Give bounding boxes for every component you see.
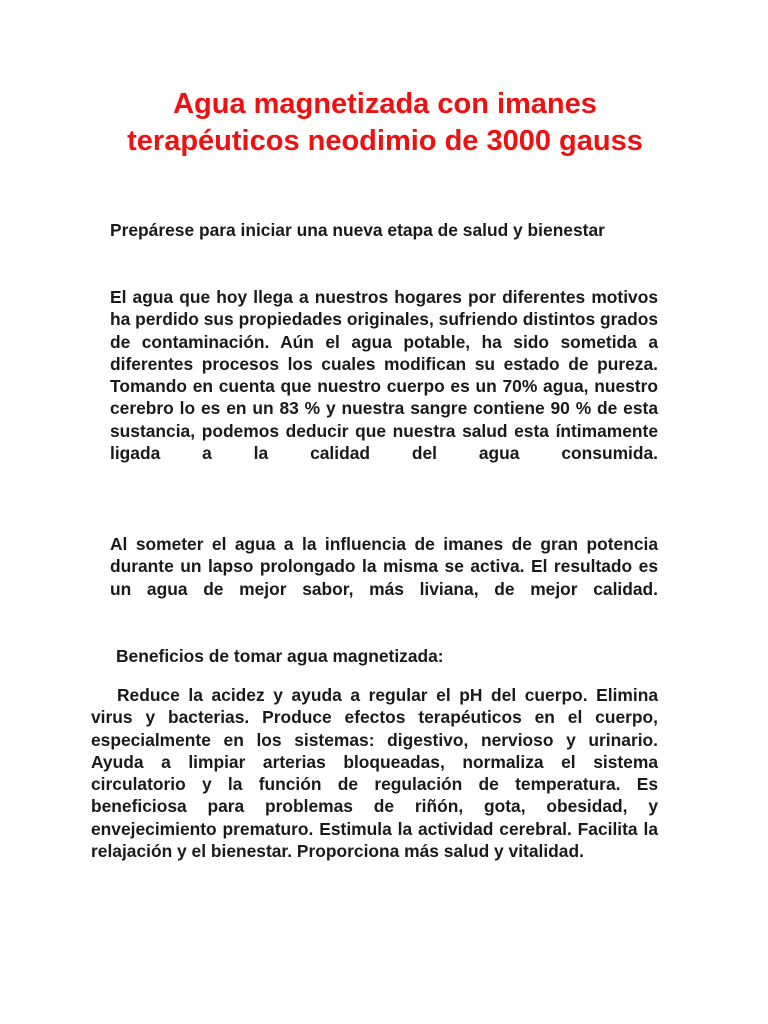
benefits-heading: Beneficios de tomar agua magnetizada: <box>116 646 444 666</box>
water-quality-paragraph: El agua que hoy llega a nuestros hogares por diferentes motivos ha perdido sus propiedades originales, sufriendo distintos grados de contaminación. Aún el agua potable, ha sido sometida a diferentes procesos los cuales modifican su estado de pureza. Tomando en cuenta que nuestro cuerpo es un 70% agua, nuestro cerebro lo es en un 83 % y nuestra sangre contiene 90 % de esta sustancia, podemos deducir que nuestra salud esta íntimamente ligada a la calidad del agua consumida. <box>110 287 658 464</box>
magnetization-paragraph: Al someter el agua a la influencia de imanes de gran potencia durante un lapso prolongado la misma se activa. El resultado es un agua de mejor sabor, más liviana, de mejor calidad. <box>110 534 658 599</box>
intro-paragraph: Prepárese para iniciar una nueva etapa de salud y bienestar <box>110 220 605 240</box>
document-title: Agua magnetizada con imanes terapéuticos neodimio de 3000 gauss <box>127 88 643 157</box>
benefits-paragraph: Reduce la acidez y ayuda a regular el pH del cuerpo. Elimina virus y bacterias. Produce efectos terapéuticos en el cuerpo, especialmente en los sistemas: digestivo, nervioso y urinario. Ayuda a limpiar arterias bloqueadas, normaliza el sistema circulatorio y la función de regulación de temperatura. Es beneficiosa para problemas de riñón, gota, obesidad, y envejecimiento prematuro. Estimula la actividad cerebral. Facilita la relajación y el bienestar. Proporciona más salud y vitalidad. <box>91 685 658 862</box>
